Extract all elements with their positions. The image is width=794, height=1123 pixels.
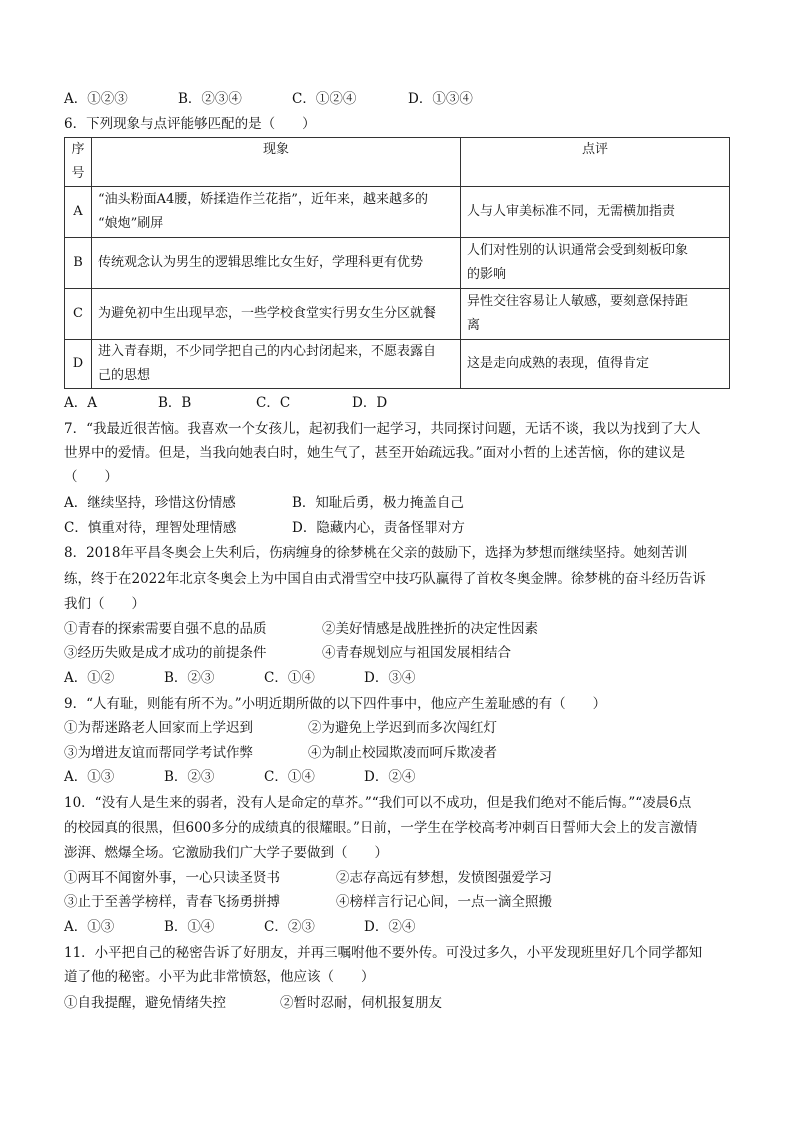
table-row <box>65 238 730 289</box>
q10-stem-line2: 的校园真的很黑，但600多分的成绩真的很耀眼。”日前，一学生在学校高考冲刺百日誓师大会上的发言激情 <box>64 820 698 836</box>
q9-item-2: ②为避免上学迟到而多次闯红灯 <box>308 720 497 736</box>
row-phenomenon <box>92 238 461 289</box>
table-row <box>65 187 730 238</box>
q5-option-b: B．②③④ <box>178 91 242 107</box>
q10-stem-line3: 澎湃、燃爆全场。它激励我们广大学子要做到（ ） <box>64 845 388 861</box>
q8-item-1: ①青春的探索需要自强不息的品质 <box>64 621 267 637</box>
q10-stem-line1: 10．“没有人是生来的弱者，没有人是命定的草芥。”“我们可以不成功，但是我们绝对不能后悔。”“凌晨6点 <box>64 795 692 811</box>
q8-stem-line3: 我们（ ） <box>64 596 145 612</box>
q7-stem-line1: 7．“我最近很苦恼。我喜欢一个女孩儿，起初我们一起学习，共同探讨问题，无话不谈，我以为找到了大人 <box>64 421 701 437</box>
comment-line: 人们对性别的认识通常会受到刻板印象 <box>467 243 689 258</box>
q5-option-c: C．①②④ <box>292 91 357 107</box>
q9-item-3: ③为增进友谊而帮同学考试作弊 <box>64 745 253 761</box>
q6-option-a: A．A <box>64 395 97 411</box>
q7-option-c: C．慎重对待，理智处理情感 <box>64 520 237 536</box>
q9-item-1: ①为帮迷路老人回家而上学迟到 <box>64 720 253 736</box>
row-number: D <box>65 340 92 389</box>
q9-item-4: ④为制止校园欺凌而呵斥欺凌者 <box>308 745 497 761</box>
phenomenon-line: “娘炮”刷屏 <box>98 216 164 231</box>
header-number <box>65 138 92 187</box>
q6-option-c: C．C <box>256 395 291 411</box>
row-phenomenon <box>92 187 461 238</box>
header-number-line2: 号 <box>71 166 85 181</box>
header-comment: 点评 <box>461 138 730 187</box>
q10-option-b: B．①④ <box>164 919 215 935</box>
phenomenon-line: 进入青春期，不少同学把自己的内心封闭起来，不愿表露自 <box>98 344 437 359</box>
table-header-row <box>65 138 730 187</box>
phenomenon-line: 己的思想 <box>98 368 151 383</box>
q8-item-3: ③经历失败是成才成功的前提条件 <box>64 645 267 661</box>
q10-item-1: ①两耳不闻窗外事，一心只读圣贤书 <box>64 870 280 886</box>
row-phenomenon <box>92 289 461 340</box>
row-comment <box>461 187 730 238</box>
row-number: A <box>65 187 92 238</box>
q10-option-d: D．②④ <box>364 919 416 935</box>
q11-item-2: ②暂时忍耐，伺机报复朋友 <box>280 995 442 1011</box>
comment-line: 这是走向成熟的表现，值得肯定 <box>467 356 650 371</box>
row-number: C <box>65 289 92 340</box>
row-phenomenon <box>92 340 461 389</box>
q8-option-a: A．①② <box>64 670 115 686</box>
q9-option-d: D．②④ <box>364 769 416 785</box>
q9-option-c: C．①④ <box>264 769 315 785</box>
table-row <box>65 340 730 389</box>
q8-option-b: B．②③ <box>164 670 215 686</box>
q7-stem-line2: 世界中的爱情。但是，当我向她表白时，她生气了，甚至开始疏远我。”面对小哲的上述苦恼，你的建议是 <box>64 445 686 461</box>
q8-item-2: ②美好情感是战胜挫折的决定性因素 <box>322 621 538 637</box>
table-row <box>65 289 730 340</box>
q9-option-b: B．②③ <box>164 769 215 785</box>
q10-item-4: ④榜样言行记心间，一点一滴全照搬 <box>336 894 552 910</box>
q8-option-d: D．③④ <box>364 670 416 686</box>
comment-line: 的影响 <box>467 267 507 282</box>
header-phenomenon: 现象 <box>92 138 461 187</box>
q7-option-d: D．隐藏内心，责备怪罪对方 <box>292 520 465 536</box>
q5-option-d: D．①③④ <box>408 91 473 107</box>
q6-option-d: D．D <box>352 395 388 411</box>
q8-stem-line2: 练，终于在2022年北京冬奥会上为中国自由式滑雪空中技巧队赢得了首枚冬奥金牌。徐梦桃的奋斗经历告诉 <box>64 571 706 587</box>
q6-stem: 6．下列现象与点评能够匹配的是（ ） <box>64 116 316 132</box>
comment-line: 人与人审美标准不同，无需横加指责 <box>467 204 676 219</box>
row-comment <box>461 340 730 389</box>
q10-item-3: ③止于至善学榜样，青春飞扬勇拼搏 <box>64 894 280 910</box>
q6-table <box>64 137 730 389</box>
row-number: B <box>65 238 92 289</box>
comment-line: 离 <box>467 318 481 333</box>
header-number-line1: 序 <box>71 142 85 157</box>
q10-option-a: A．①③ <box>64 919 115 935</box>
q10-option-c: C．②③ <box>264 919 315 935</box>
q11-stem-line2: 道了他的秘密。小平为此非常愤怒，他应该（ ） <box>64 969 375 985</box>
q9-option-a: A．①③ <box>64 769 115 785</box>
q11-item-1: ①自我提醒，避免情绪失控 <box>64 995 226 1011</box>
q8-option-c: C．①④ <box>264 670 315 686</box>
q11-stem-line1: 11．小平把自己的秘密告诉了好朋友，并再三嘱咐他不要外传。可没过多久，小平发现班里好几个同学都知 <box>64 945 703 961</box>
q8-stem-line1: 8．2018年平昌冬奥会上失利后，伤病缠身的徐梦桃在父亲的鼓励下，选择为梦想而继续坚持。她刻苦训 <box>64 545 688 561</box>
q7-option-a: A．继续坚持，珍惜这份情感 <box>64 495 236 511</box>
phenomenon-line: 传统观念认为男生的逻辑思维比女生好，学理科更有优势 <box>98 255 424 270</box>
q6-option-b: B．B <box>158 395 192 411</box>
phenomenon-line: 为避免初中生出现早恋，一些学校食堂实行男女生分区就餐 <box>98 306 437 321</box>
row-comment <box>461 238 730 289</box>
phenomenon-line: “油头粉面A4腰，娇揉造作兰花指”，近年来，越来越多的 <box>98 192 428 207</box>
q7-option-b: B．知耻后勇，极力掩盖自己 <box>292 495 464 511</box>
q8-item-4: ④青春规划应与祖国发展相结合 <box>322 645 511 661</box>
row-comment <box>461 289 730 340</box>
q7-stem-line3: （ ） <box>64 469 118 485</box>
comment-line: 异性交往容易让人敏感，要刻意保持距 <box>467 294 689 309</box>
q5-option-a: A．①②③ <box>64 91 128 107</box>
q10-item-2: ②志存高远有梦想，发愤图强爱学习 <box>336 870 552 886</box>
q9-stem: 9．“人有耻，则能有所不为。”小明近期所做的以下四件事中，他应产生羞耻感的有（ ） <box>64 696 607 712</box>
